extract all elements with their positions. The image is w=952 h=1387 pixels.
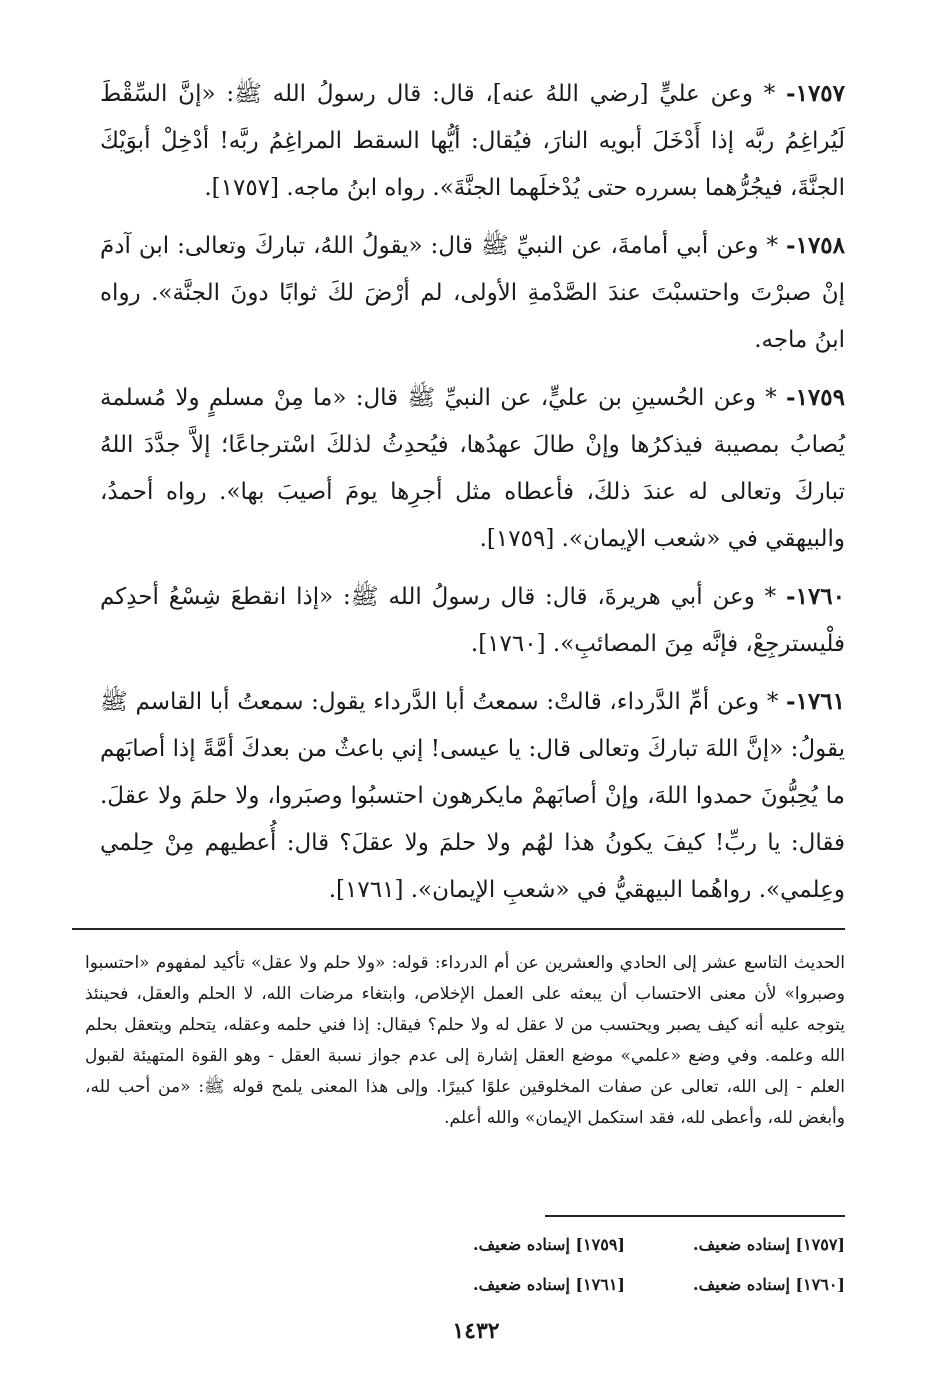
hadith-1758 xyxy=(100,222,845,364)
page-number: ١٤٣٢ xyxy=(452,1318,500,1344)
hadith-text: * وعن أمِّ الدَّرداء، قالتْ: سمعتُ أبا الدَّرداء يقول: سمعتُ أبا القاسم ﷺ يقولُ: «إنَّ اللهَ تباركَ وتعالى قال: يا عيسى! إني باعثٌ من بعدكَ أمَّةً إذا أصابَهم ما يُحِبُّونَ حمدوا اللهَ، وإنْ أصابَهمْ مايكرهون احتسبُوا وصبَروا، ولا حلمَ ولا عقلَ. فقال: يا ربِّ! كيفَ يكونُ هذا لهُم ولا حلمَ ولا عقلَ؟ قال: أُعطيهم مِنْ حِلمي وعِلمي». رواهُما البيهقيُّ في «شعبِ الإيمان». [١٧٦١]. xyxy=(100,689,845,903)
footnote-divider xyxy=(72,928,845,930)
hadith-text: * وعن أبي هريرةَ، قال: قال رسولُ الله ﷺ: «إذا انقطعَ شِسْعُ أحدِكم فلْيسترجِعْ، فإنَّه مِنَ المصائبِ». [١٧٦٠]. xyxy=(100,584,845,657)
hadith-text: * وعن أبي أمامةَ، عن النبيِّ ﷺ قال: «يقولُ اللهُ، تباركَ وتعالى: ابن آدمَ إنْ صبرْتَ واحتسبْتَ عندَ الصَّدْمةِ الأولى، لم أرْضَ لكَ ثوابًا دونَ الجنَّة». رواه ابنُ ماجه. xyxy=(100,233,845,353)
hadith-1760 xyxy=(100,573,845,668)
hadith-number: ١٧٥٨- xyxy=(786,232,846,259)
hadith-text: * وعن الحُسينِ بن عليٍّ، عن النبيِّ ﷺ قال: «ما مِنْ مسلمٍ ولا مُسلمة يُصابُ بمصيبة فيذكرُها وإنْ طالَ عهدُها، فيُحدِثُ لذلكَ اسْترجاعًا؛ إلاَّ جدَّدَ اللهُ تباركَ وتعالى له عندَ ذلكَ، فأعطاه مثل أجرِها يومَ أصيبَ بها». رواه أحمدُ، والبيهقي في «شعب الإيمان». [١٧٥٩]. xyxy=(100,385,845,552)
references-row xyxy=(385,1232,845,1272)
hadith-1759 xyxy=(100,374,845,563)
hadith-number: ١٧٥٧- xyxy=(786,80,846,107)
hadith-1757 xyxy=(100,70,845,212)
references-divider xyxy=(545,1215,845,1217)
references xyxy=(385,1232,845,1312)
reference-item: [١٧٥٩] إسناده ضعيف. xyxy=(473,1235,625,1254)
references-row xyxy=(385,1272,845,1312)
commentary-footnote: الحديث التاسع عشر إلى الحادي والعشرين عن أم الدرداء: قوله: «ولا حلم ولا عقل» تأكيد لمفهوم «احتسبوا وصبروا» لأن معنى الاحتساب أن يبعثه على العمل الإخلاص، وابتغاء مرضات الله، لا الحلم والعقل، فحينئذ يتوجه عليه أنه كيف يصبر ويحتسب من لا عقل له ولا حلم؟ فيقال: إذا فني حلمه وعقله، يتحلم ويتعقل بحلم الله وعلمه. وفي وضع «علمي» موضع العقل إشارة إلى عدم جواز نسبة العقل - وهو القوة المتهيئة لقبول العلم - إلى الله، تعالى عن صفات المخلوقين علوًا كبيرًا. وإلى هذا المعنى يلمح قوله ﷺ: «من أحب لله، وأبغض لله، وأعطى لله، فقد استكمل الإيمان» والله أعلم. xyxy=(85,953,845,1128)
reference-item: [١٧٦١] إسناده ضعيف. xyxy=(473,1275,625,1294)
hadith-1761 xyxy=(100,678,845,914)
reference-item: [١٧٥٧] إسناده ضعيف. xyxy=(693,1235,845,1254)
hadith-number: ١٧٦٠- xyxy=(786,583,846,610)
hadith-number: ١٧٥٩- xyxy=(786,384,845,411)
main-text xyxy=(100,70,845,924)
reference-item: [١٧٦٠] إسناده ضعيف. xyxy=(693,1275,845,1294)
hadith-number: ١٧٦١- xyxy=(786,688,845,715)
hadith-text: * وعن عليٍّ [رضي اللهُ عنه]، قال: قال رسولُ الله ﷺ: «إنَّ السِّقْطَ لَيُراغِمُ ربَّه إذا أَدْخَلَ أبويه النارَ، فيُقال: أيُّها السقط المراغِمُ ربَّه! أدْخِلْ أبوَيْكَ الجنَّةَ، فيجُرُّهما بسرره حتى يُدْخلَهما الجنَّةَ». رواه ابنُ ماجه. [١٧٥٧]. xyxy=(100,81,845,201)
